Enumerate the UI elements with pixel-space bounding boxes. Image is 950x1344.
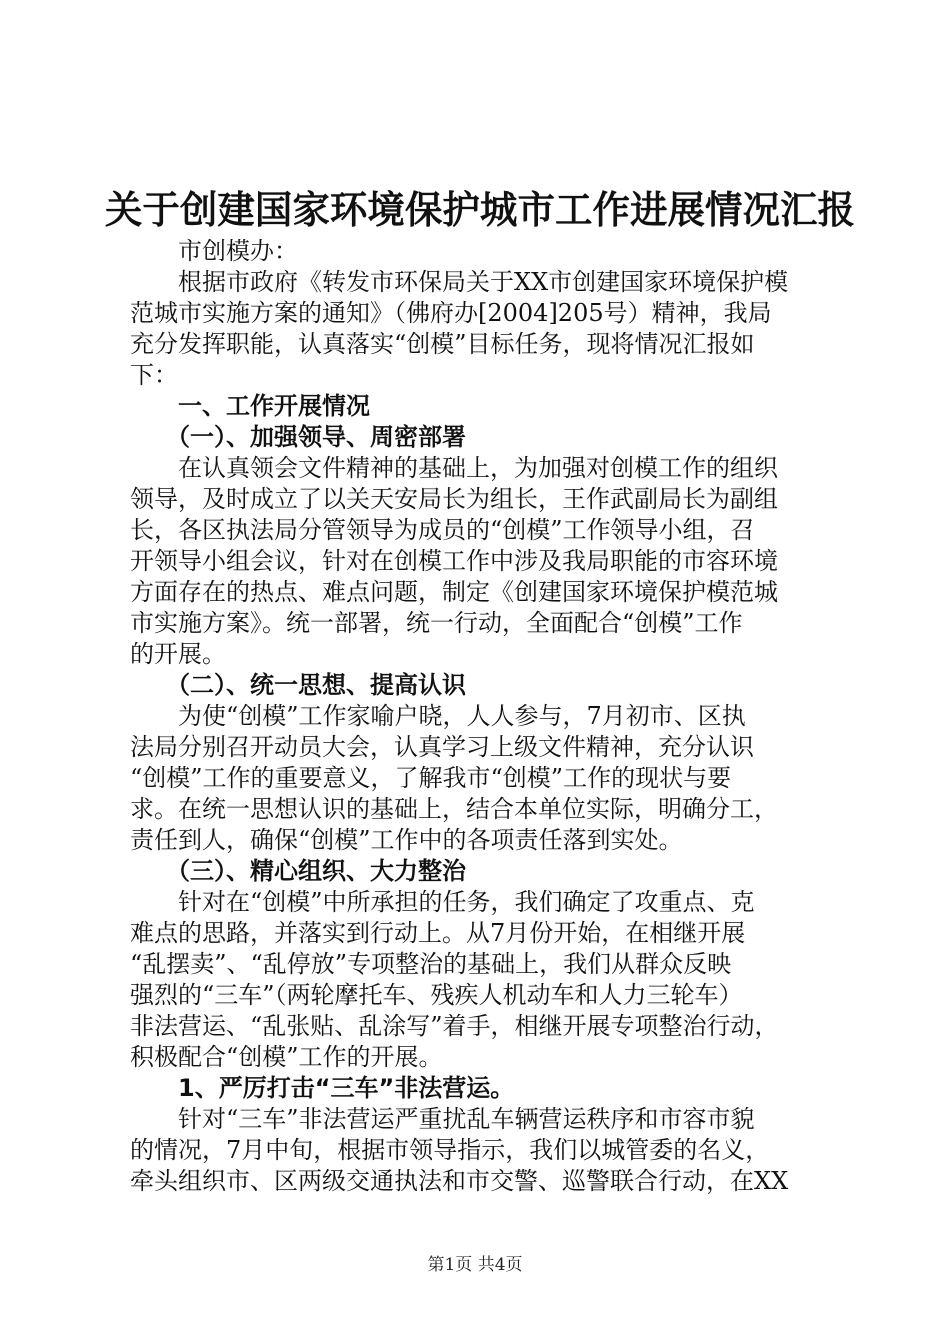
paragraph-line: 下： bbox=[130, 361, 178, 389]
section-heading: 一、工作开展情况 bbox=[178, 392, 370, 420]
subsection-heading: （二）、统一思想、提高认识 bbox=[166, 671, 466, 699]
subsection-heading: （一）、加强领导、周密部署 bbox=[166, 423, 466, 451]
paragraph-line: 难点的思路，并落实到行动上。从7月份开始，在相继开展 bbox=[130, 919, 746, 947]
paragraph-line: 市实施方案》。统一部署，统一行动，全面配合“创模”工作 bbox=[130, 609, 743, 637]
document-body bbox=[130, 236, 830, 1197]
paragraph-line: “创模”工作的重要意义，了解我市“创模”工作的现状与要 bbox=[130, 764, 732, 792]
paragraph-line: 针对在“创模”中所承担的任务，我们确定了攻重点、克 bbox=[178, 888, 755, 916]
paragraph-line: 的开展。 bbox=[130, 640, 226, 668]
paragraph-line: “乱摆卖”、“乱停放”专项整治的基础上，我们从群众反映 bbox=[130, 950, 732, 978]
paragraph-line: 范城市实施方案的通知》（佛府办[2004]205号）精神，我局 bbox=[130, 299, 772, 327]
paragraph-line: 长，各区执法局分管领导为成员的“创模”工作领导小组，召 bbox=[130, 516, 755, 544]
paragraph-line: 在认真领会文件精神的基础上，为加强对创模工作的组织 bbox=[178, 454, 778, 482]
section-heading: 1、严厉打击“三车”非法营运。 bbox=[178, 1074, 515, 1102]
paragraph-line: 的情况，7月中旬，根据市领导指示，我们以城管委的名义， bbox=[130, 1136, 770, 1164]
paragraph-line: 为使“创模”工作家喻户晓，人人参与，7月初市、区执 bbox=[178, 702, 746, 730]
paragraph-line: 领导，及时成立了以关天安局长为组长，王作武副局长为副组 bbox=[130, 485, 778, 513]
paragraph-line: 牵头组织市、区两级交通执法和市交警、巡警联合行动，在XX bbox=[130, 1167, 789, 1195]
paragraph-line: 非法营运、“乱张贴、乱涂写”着手，相继开展专项整治行动， bbox=[130, 1012, 779, 1040]
paragraph-line: 责任到人，确保“创模”工作中的各项责任落到实处。 bbox=[130, 826, 683, 854]
document-title: 关于创建国家环境保护城市工作进展情况汇报 bbox=[104, 187, 856, 232]
paragraph-line: 方面存在的热点、难点问题，制定《创建国家环境保护模范城 bbox=[130, 578, 778, 606]
paragraph-line: 针对“三车”非法营运严重扰乱车辆营运秩序和市容市貌 bbox=[178, 1105, 755, 1133]
paragraph-line: 开领导小组会议，针对在创模工作中涉及我局职能的市容环境 bbox=[130, 547, 778, 575]
paragraph-line: 强烈的“三车”（两轮摩托车、残疾人机动车和人力三轮车） bbox=[130, 981, 743, 1009]
paragraph-line: 积极配合“创模”工作的开展。 bbox=[130, 1043, 443, 1071]
paragraph-line: 法局分别召开动员大会，认真学习上级文件精神，充分认识 bbox=[130, 733, 754, 761]
paragraph-line: 市创模办： bbox=[178, 237, 298, 265]
paragraph-line: 根据市政府《转发市环保局关于XX市创建国家环境保护模 bbox=[178, 268, 789, 296]
subsection-heading: （三）、精心组织、大力整治 bbox=[166, 857, 466, 885]
page-footer: 第1页 共4页 bbox=[427, 1255, 523, 1275]
paragraph-line: 充分发挥职能，认真落实“创模”目标任务，现将情况汇报如 bbox=[130, 330, 755, 358]
paragraph-line: 求。在统一思想认识的基础上，结合本单位实际，明确分工， bbox=[130, 795, 778, 823]
